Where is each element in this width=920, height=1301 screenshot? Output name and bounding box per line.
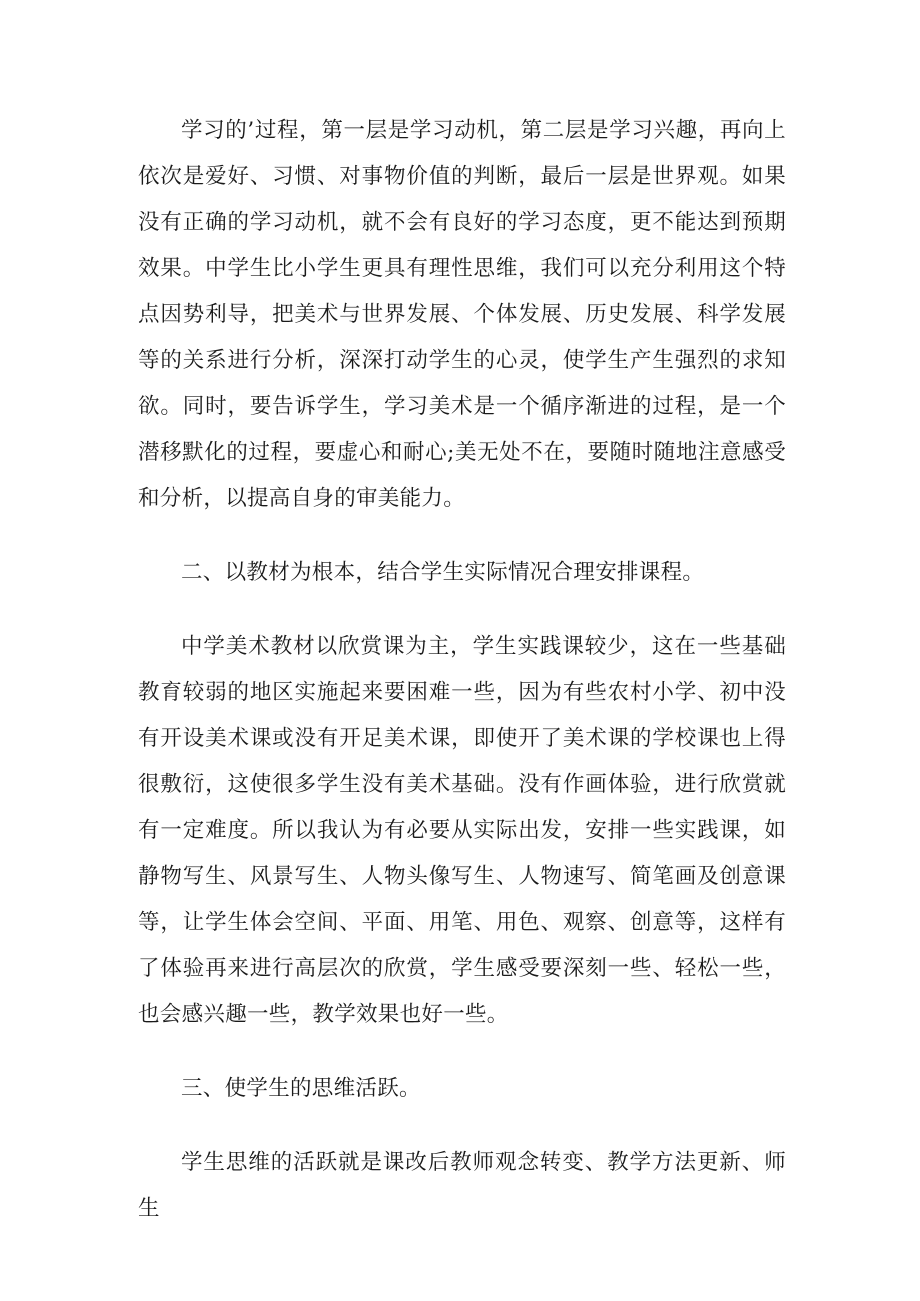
paragraph-gap: [138, 596, 786, 624]
section-heading-3: 三、使学生的思维活跃。: [181, 1076, 421, 1101]
paragraph-gap: [138, 522, 786, 550]
document-body: [138, 108, 786, 1232]
section-heading-2: 二、以教材为根本，结合学生实际情况合理安排课程。: [181, 560, 705, 585]
paragraph-gap: [138, 1112, 786, 1140]
paragraph-textbook: 中学美术教材以欣赏课为主，学生实践课较少，这在一些基础教育较弱的地区实施起来要困难一些，因为有些农村小学、初中没有开设美术课或没有开足美术课，即使开了美术课的学校课也上得很敷衍，这使很多学生没有美术基础。没有作画体验，进行欣赏就有一定难度。所以我认为有必要从实际出发，安排一些实践课，如静物写生、风景写生、人物头像写生、人物速写、简笔画及创意课等，让学生体会空间、平面、用笔、用色、观察、创意等，这样有了体验再来进行高层次的欣赏，学生感受要深刻一些、轻松一些，也会感兴趣一些，教学效果也好一些。: [138, 634, 786, 1027]
paragraph-active-thinking: 学生思维的活跃就是课改后教师观念转变、教学方法更新、师生: [138, 1150, 786, 1221]
paragraph-gap: [138, 1038, 786, 1066]
paragraph-learning-process: 学习的’过程，第一层是学习动机，第二层是学习兴趣，再向上依次是爱好、习惯、对事物价值的判断，最后一层是世界观。如果没有正确的学习动机，就不会有良好的学习态度，更不能达到预期效果。中学生比小学生更具有理性思维，我们可以充分利用这个特点因势利导，把美术与世界发展、个体发展、历史发展、科学发展等的关系进行分析，深深打动学生的心灵，使学生产生强烈的求知欲。同时，要告诉学生，学习美术是一个循序渐进的过程，是一个潜移默化的过程，要虚心和耐心;美无处不在，要随时随地注意感受和分析，以提高自身的审美能力。: [138, 118, 786, 511]
